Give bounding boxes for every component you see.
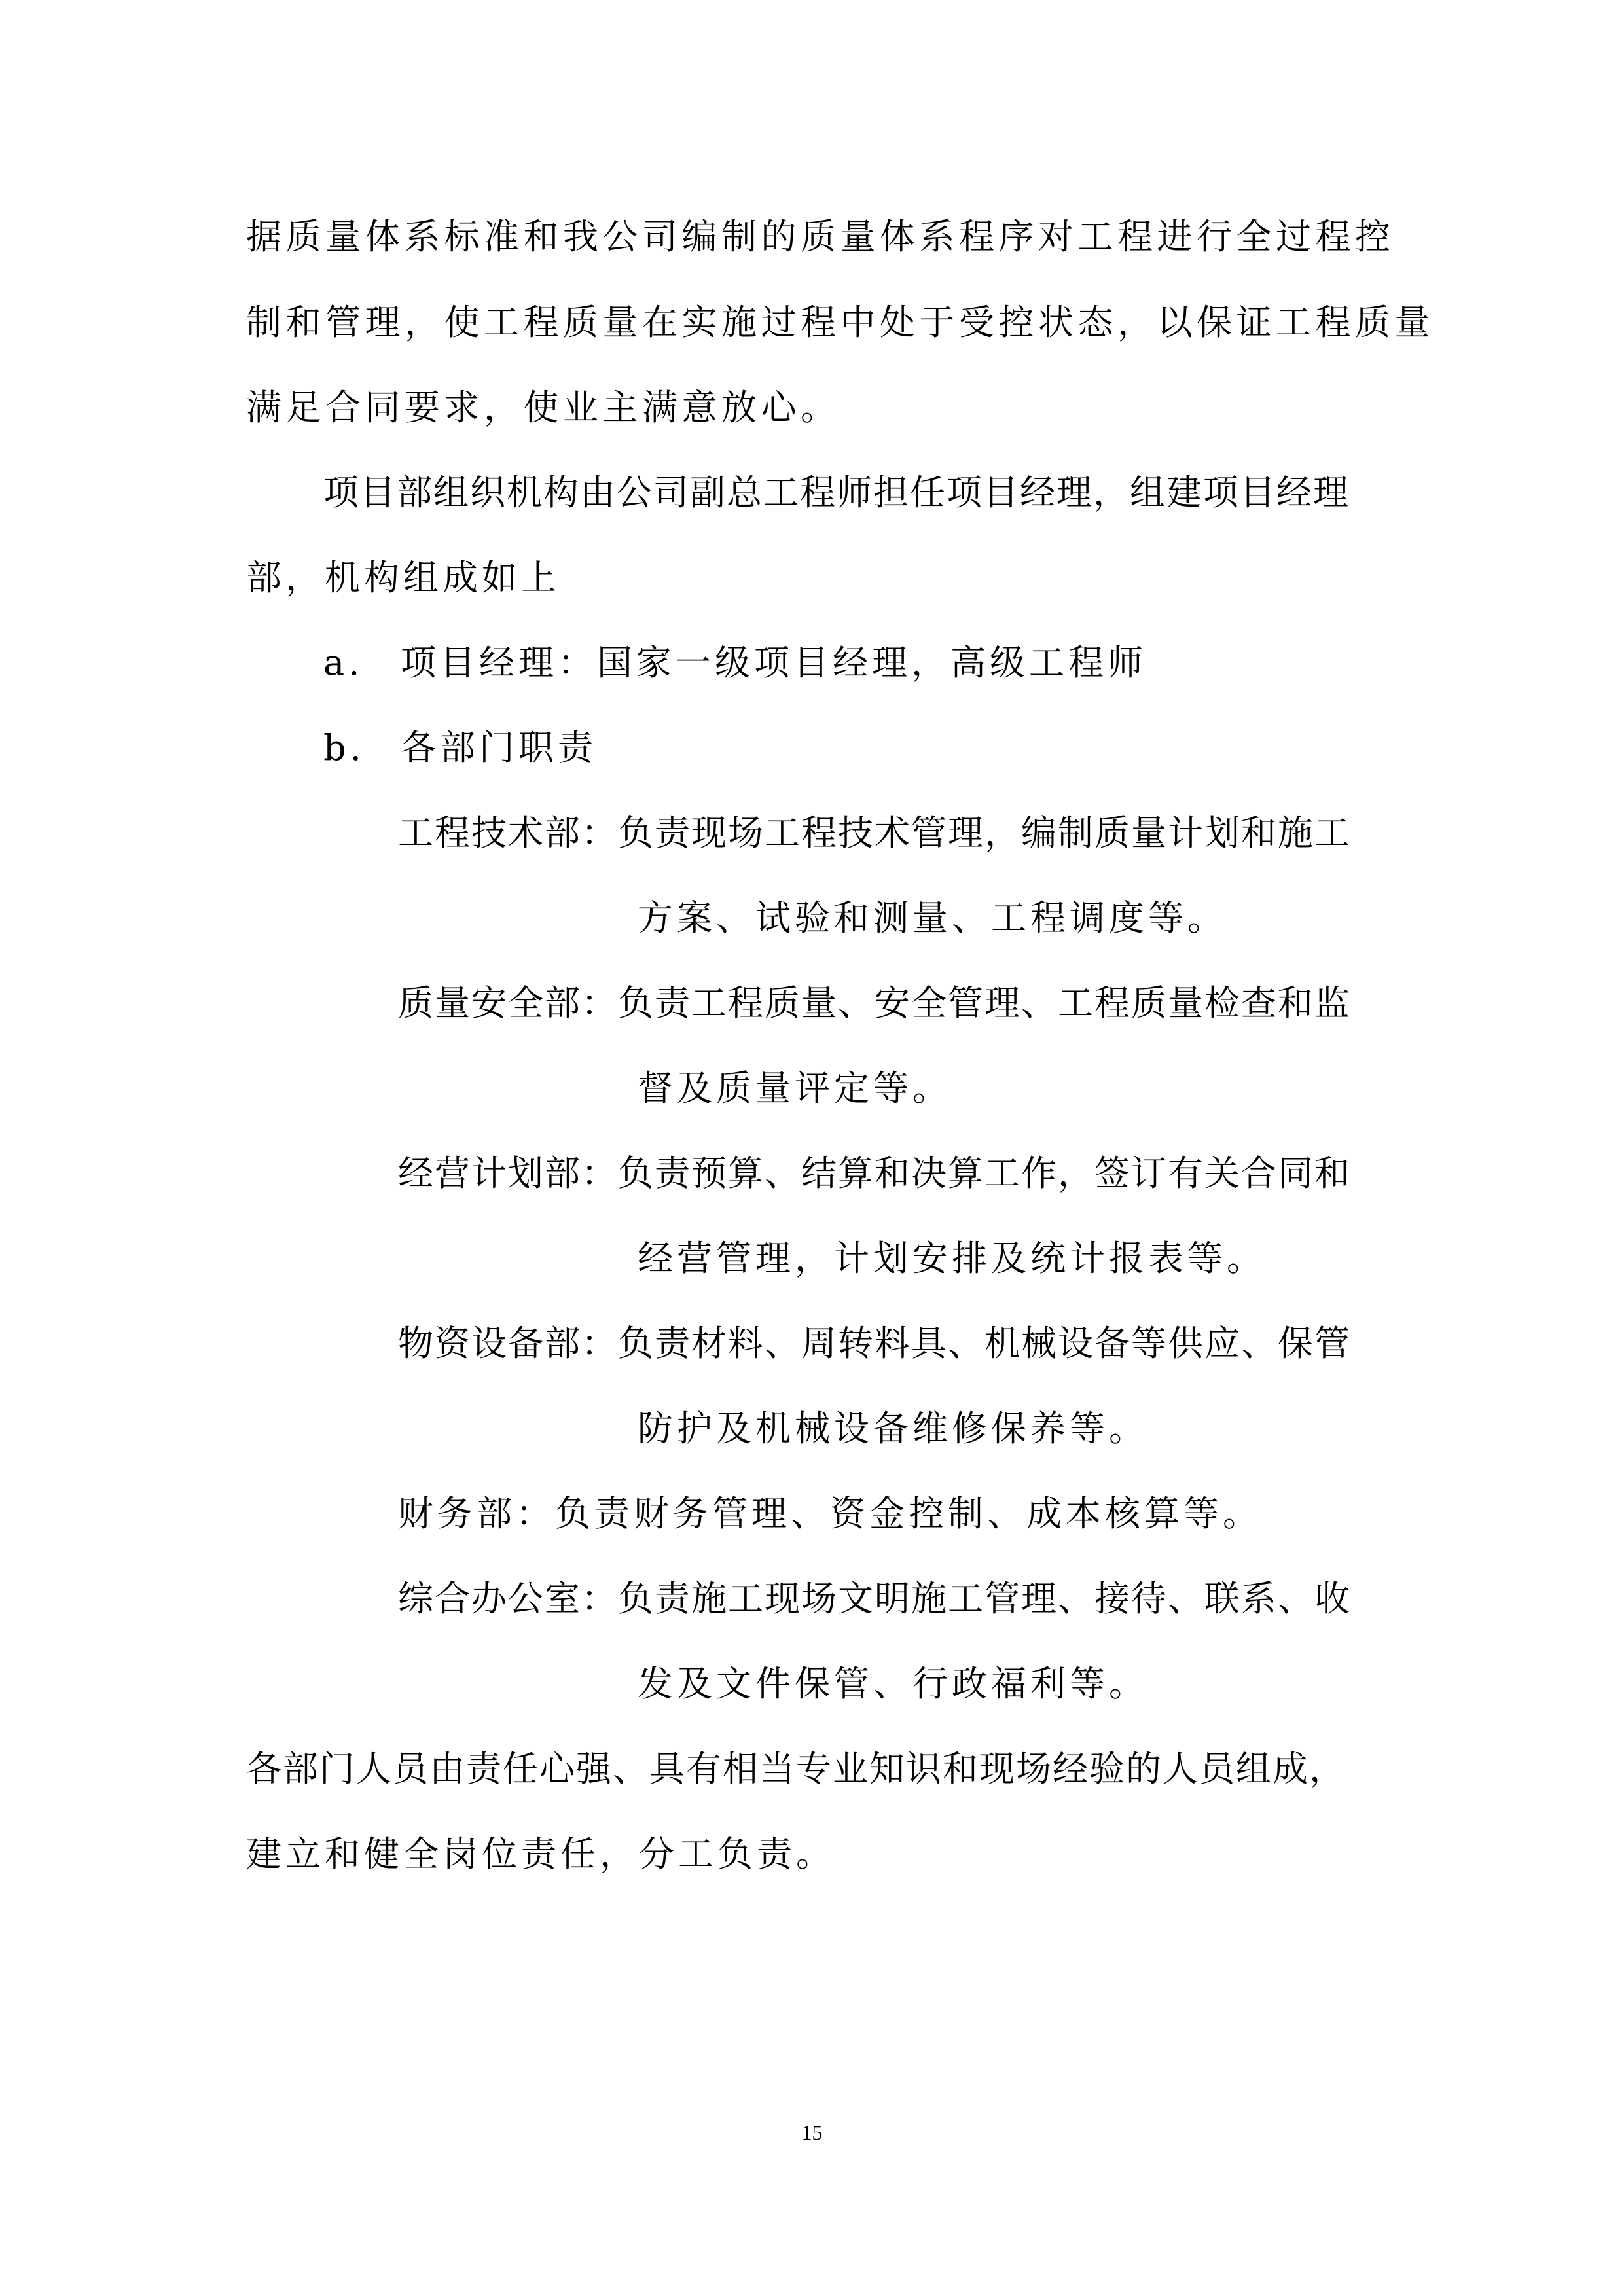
paragraph-1-line-2: 制和管理，使工程质量在实施过程中处于受控状态，以保证工程质量 bbox=[246, 302, 1434, 343]
dept-engineering-line-2: 方案、试验和测量、工程调度等。 bbox=[638, 897, 1227, 939]
dept-quality-safety-line-2: 督及质量评定等。 bbox=[638, 1067, 952, 1109]
paragraph-3-line-1: 各部门人员由责任心强、具有相当专业知识和现场经验的人员组成， bbox=[246, 1748, 1346, 1789]
list-marker-a: a. bbox=[323, 642, 364, 683]
dept-materials-line-2: 防护及机械设备维修保养等。 bbox=[638, 1408, 1148, 1449]
list-item-b bbox=[323, 722, 597, 774]
paragraph-2-line-2: 部，机构组成如上 bbox=[246, 557, 560, 598]
list-item-a-text: 项目经理：国家一级项目经理，高级工程师 bbox=[401, 642, 1147, 683]
paragraph-1-line-3: 满足合同要求，使业主满意放心。 bbox=[246, 387, 840, 428]
dept-engineering-line-1: 工程技术部：负责现场工程技术管理，编制质量计划和施工 bbox=[398, 812, 1351, 853]
dept-finance-line-1: 财务部：负责财务管理、资金控制、成本核算等。 bbox=[398, 1493, 1262, 1534]
list-item-a bbox=[323, 637, 1147, 689]
dept-materials-line-1: 物资设备部：负责材料、周转料具、机械设备等供应、保管 bbox=[398, 1323, 1351, 1364]
page-number: 15 bbox=[801, 2121, 823, 2144]
dept-office-line-1: 综合办公室：负责施工现场文明施工管理、接待、联系、收 bbox=[398, 1578, 1351, 1619]
dept-planning-line-1: 经营计划部：负责预算、结算和决算工作，签订有关合同和 bbox=[398, 1153, 1351, 1194]
list-item-b-text: 各部门职责 bbox=[401, 727, 597, 768]
paragraph-2-line-1: 项目部组织机构由公司副总工程师担任项目经理，组建项目经理 bbox=[323, 472, 1350, 513]
list-marker-b: b. bbox=[323, 727, 365, 768]
dept-office-line-2: 发及文件保管、行政福利等。 bbox=[638, 1663, 1148, 1704]
dept-quality-safety-line-1: 质量安全部：负责工程质量、安全管理、工程质量检查和监 bbox=[398, 982, 1351, 1024]
dept-planning-line-2: 经营管理，计划安排及统计报表等。 bbox=[638, 1238, 1266, 1279]
paragraph-3-line-2: 建立和健全岗位责任，分工负责。 bbox=[246, 1833, 835, 1874]
paragraph-1-line-1: 据质量体系标准和我公司编制的质量体系程序对工程进行全过程控 bbox=[246, 216, 1395, 257]
